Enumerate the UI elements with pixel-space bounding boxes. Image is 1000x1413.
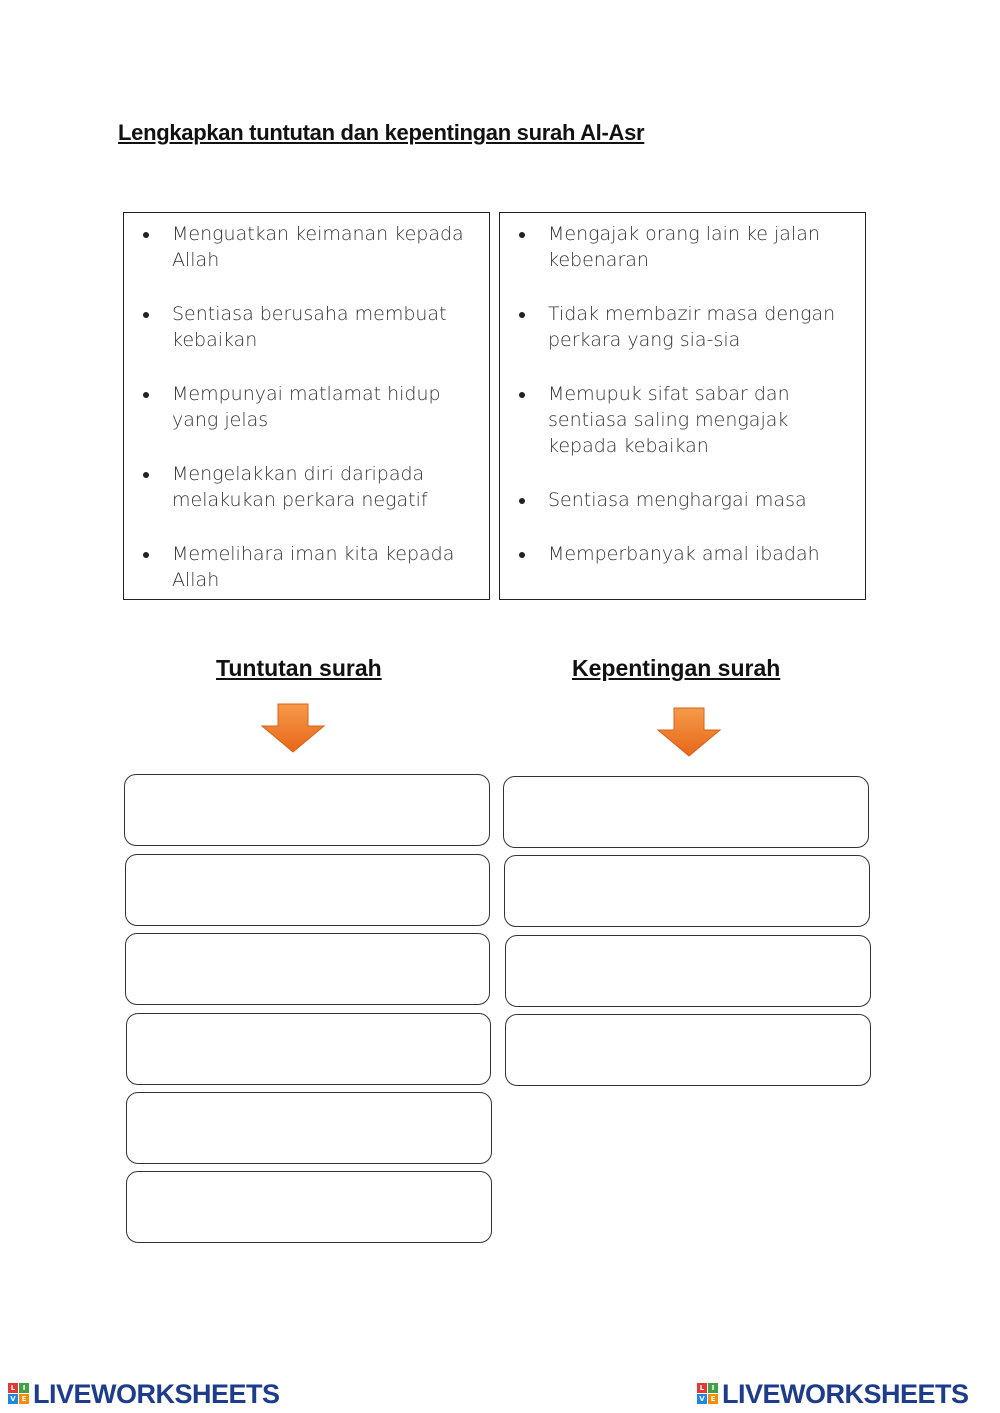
answer-box-tuntutan[interactable]: [125, 933, 490, 1005]
option-item[interactable]: Memperbanyak amal ibadah: [548, 541, 855, 567]
logo-mark-icon: L I V E: [8, 1383, 30, 1405]
bullet-icon: [519, 232, 525, 238]
logo-mark-icon: L I V E: [697, 1383, 719, 1405]
answer-box-tuntutan[interactable]: [126, 1013, 491, 1085]
arrow-down-icon: [656, 706, 722, 760]
option-box-right: [499, 212, 866, 600]
option-item[interactable]: Mengajak orang lain ke jalan kebenaran: [548, 221, 855, 273]
option-item[interactable]: Sentiasa menghargai masa: [548, 487, 855, 513]
option-item[interactable]: Tidak membazir masa dengan perkara yang sia-sia: [548, 301, 855, 353]
heading-kepentingan: Kepentingan surah: [572, 655, 781, 681]
option-box-left: [123, 212, 490, 600]
answer-box-kepentingan[interactable]: [505, 1014, 871, 1086]
worksheet-title: Lengkapkan tuntutan dan kepentingan surah Al-Asr: [118, 120, 645, 145]
bullet-icon: [519, 312, 525, 318]
bullet-icon: [143, 392, 149, 398]
option-item[interactable]: Mempunyai matlamat hidup yang jelas: [172, 381, 479, 433]
bullet-icon: [519, 552, 525, 558]
answer-box-kepentingan[interactable]: [504, 855, 870, 927]
answer-box-tuntutan[interactable]: [126, 1092, 492, 1164]
answer-box-tuntutan[interactable]: [124, 774, 490, 846]
liveworksheets-logo: L I V E LIVEWORKSHEETS: [697, 1379, 969, 1409]
arrow-down-icon: [260, 702, 326, 756]
option-item[interactable]: Memelihara iman kita kepada Allah: [172, 541, 479, 593]
bullet-icon: [143, 312, 149, 318]
bullet-icon: [143, 232, 149, 238]
option-item[interactable]: Menguatkan keimanan kepada Allah: [172, 221, 479, 273]
option-item[interactable]: Memupuk sifat sabar dan sentiasa saling mengajak kepada kebaikan: [548, 381, 855, 459]
answer-box-tuntutan[interactable]: [125, 854, 490, 926]
option-item[interactable]: Mengelakkan diri daripada melakukan perkara negatif: [172, 461, 479, 513]
answer-box-kepentingan[interactable]: [503, 776, 869, 848]
bullet-icon: [143, 552, 149, 558]
bullet-icon: [519, 498, 525, 504]
bullet-icon: [519, 392, 525, 398]
option-item[interactable]: Sentiasa berusaha membuat kebaikan: [172, 301, 479, 353]
answer-box-tuntutan[interactable]: [126, 1171, 492, 1243]
heading-tuntutan: Tuntutan surah: [216, 655, 382, 681]
liveworksheets-logo: L I V E LIVEWORKSHEETS: [8, 1379, 280, 1409]
bullet-icon: [143, 472, 149, 478]
answer-box-kepentingan[interactable]: [505, 935, 871, 1007]
